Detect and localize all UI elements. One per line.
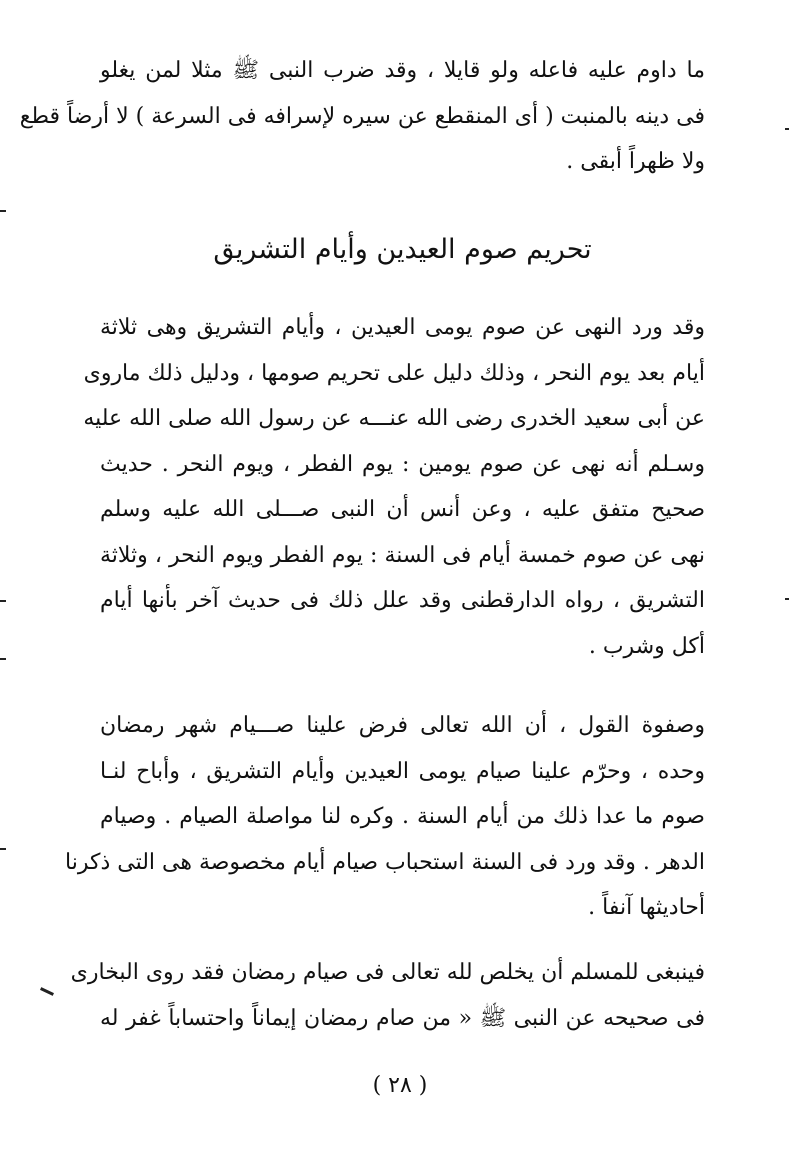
paragraph-line: فى صحيحه عن النبى ﷺ « من صام رمضان إيماناً واحتساباً غفر له — [100, 1005, 705, 1031]
paragraph-line: وقد ورد النهى عن صوم يومى العيدين ، وأيام التشريق وهى ثلاثة — [100, 315, 705, 340]
paragraph-line: ما داوم عليه فاعله ولو قايلا ، وقد ضرب النبى ﷺ مثلا لمن يغلو — [100, 58, 705, 83]
paragraph-3 — [65, 703, 705, 931]
paragraph-line: فى دينه بالمنبت ( أى المنقطع عن سيره لإسرافه فى السرعة ) لا أرضاً قطع — [19, 103, 705, 129]
scan-edge-mark — [0, 210, 6, 212]
paragraph-line: وحده ، وحرّم علينا صيام يومى العيدين وأيام التشريق ، وأباح لنـا — [100, 758, 705, 784]
paragraph-line: ولا ظهراً أبقى . — [566, 149, 705, 174]
paragraph-line: الدهر . وقد ورد فى السنة استحباب صيام أيام مخصوصة هى التى ذكرنا — [65, 849, 705, 875]
paragraph-line: صحيح متفق عليه ، وعن أنس أن النبى صـــلى الله عليه وسلم — [100, 497, 705, 522]
paragraph-line: أيام بعد يوم النحر ، وذلك دليل على تحريم صومها ، ودليل ذلك ماروى — [83, 360, 705, 386]
paragraph-4 — [70, 950, 705, 1041]
paragraph-line: وسـلم أنه نهى عن صوم يومين : يوم الفطر ، ويوم النحر . حديث — [100, 451, 705, 477]
paragraph-line: التشريق ، رواه الدارقطنى وقد علل ذلك فى حديث آخر بأنها أيام — [100, 588, 705, 613]
section-heading: تحريم صوم العيدين وأيام التشريق — [213, 234, 592, 265]
scan-edge-mark — [40, 987, 54, 996]
scan-edge-mark — [785, 128, 789, 130]
page-number: ( ٢٨ ) — [372, 1073, 428, 1098]
paragraph-line: أحاديثها آنفاً . — [588, 895, 705, 920]
scan-edge-mark — [0, 848, 6, 850]
paragraph-line: نهى عن صوم خمسة أيام فى السنة : يوم الفطر ويوم النحر ، وثلاثة — [100, 542, 705, 568]
paragraph-1 — [19, 48, 705, 185]
paragraph-2 — [83, 305, 705, 669]
paragraph-line: صوم ما عدا ذلك من أيام السنة . وكره لنا مواصلة الصيام . وصيام — [100, 804, 705, 829]
paragraph-line: فينبغى للمسلم أن يخلص لله تعالى فى صيام رمضان فقد روى البخارى — [70, 960, 705, 985]
scan-edge-mark — [0, 658, 6, 660]
paragraph-line: عن أبى سعيد الخدرى رضى الله عنـــه عن رسول الله صلى الله عليه — [83, 406, 705, 431]
scan-edge-mark — [0, 600, 6, 602]
paragraph-line: وصفوة القول ، أن الله تعالى فرض علينا صـــيام شهر رمضان — [100, 713, 705, 738]
paragraph-line: أكل وشرب . — [588, 633, 705, 659]
scan-edge-mark — [785, 598, 789, 600]
